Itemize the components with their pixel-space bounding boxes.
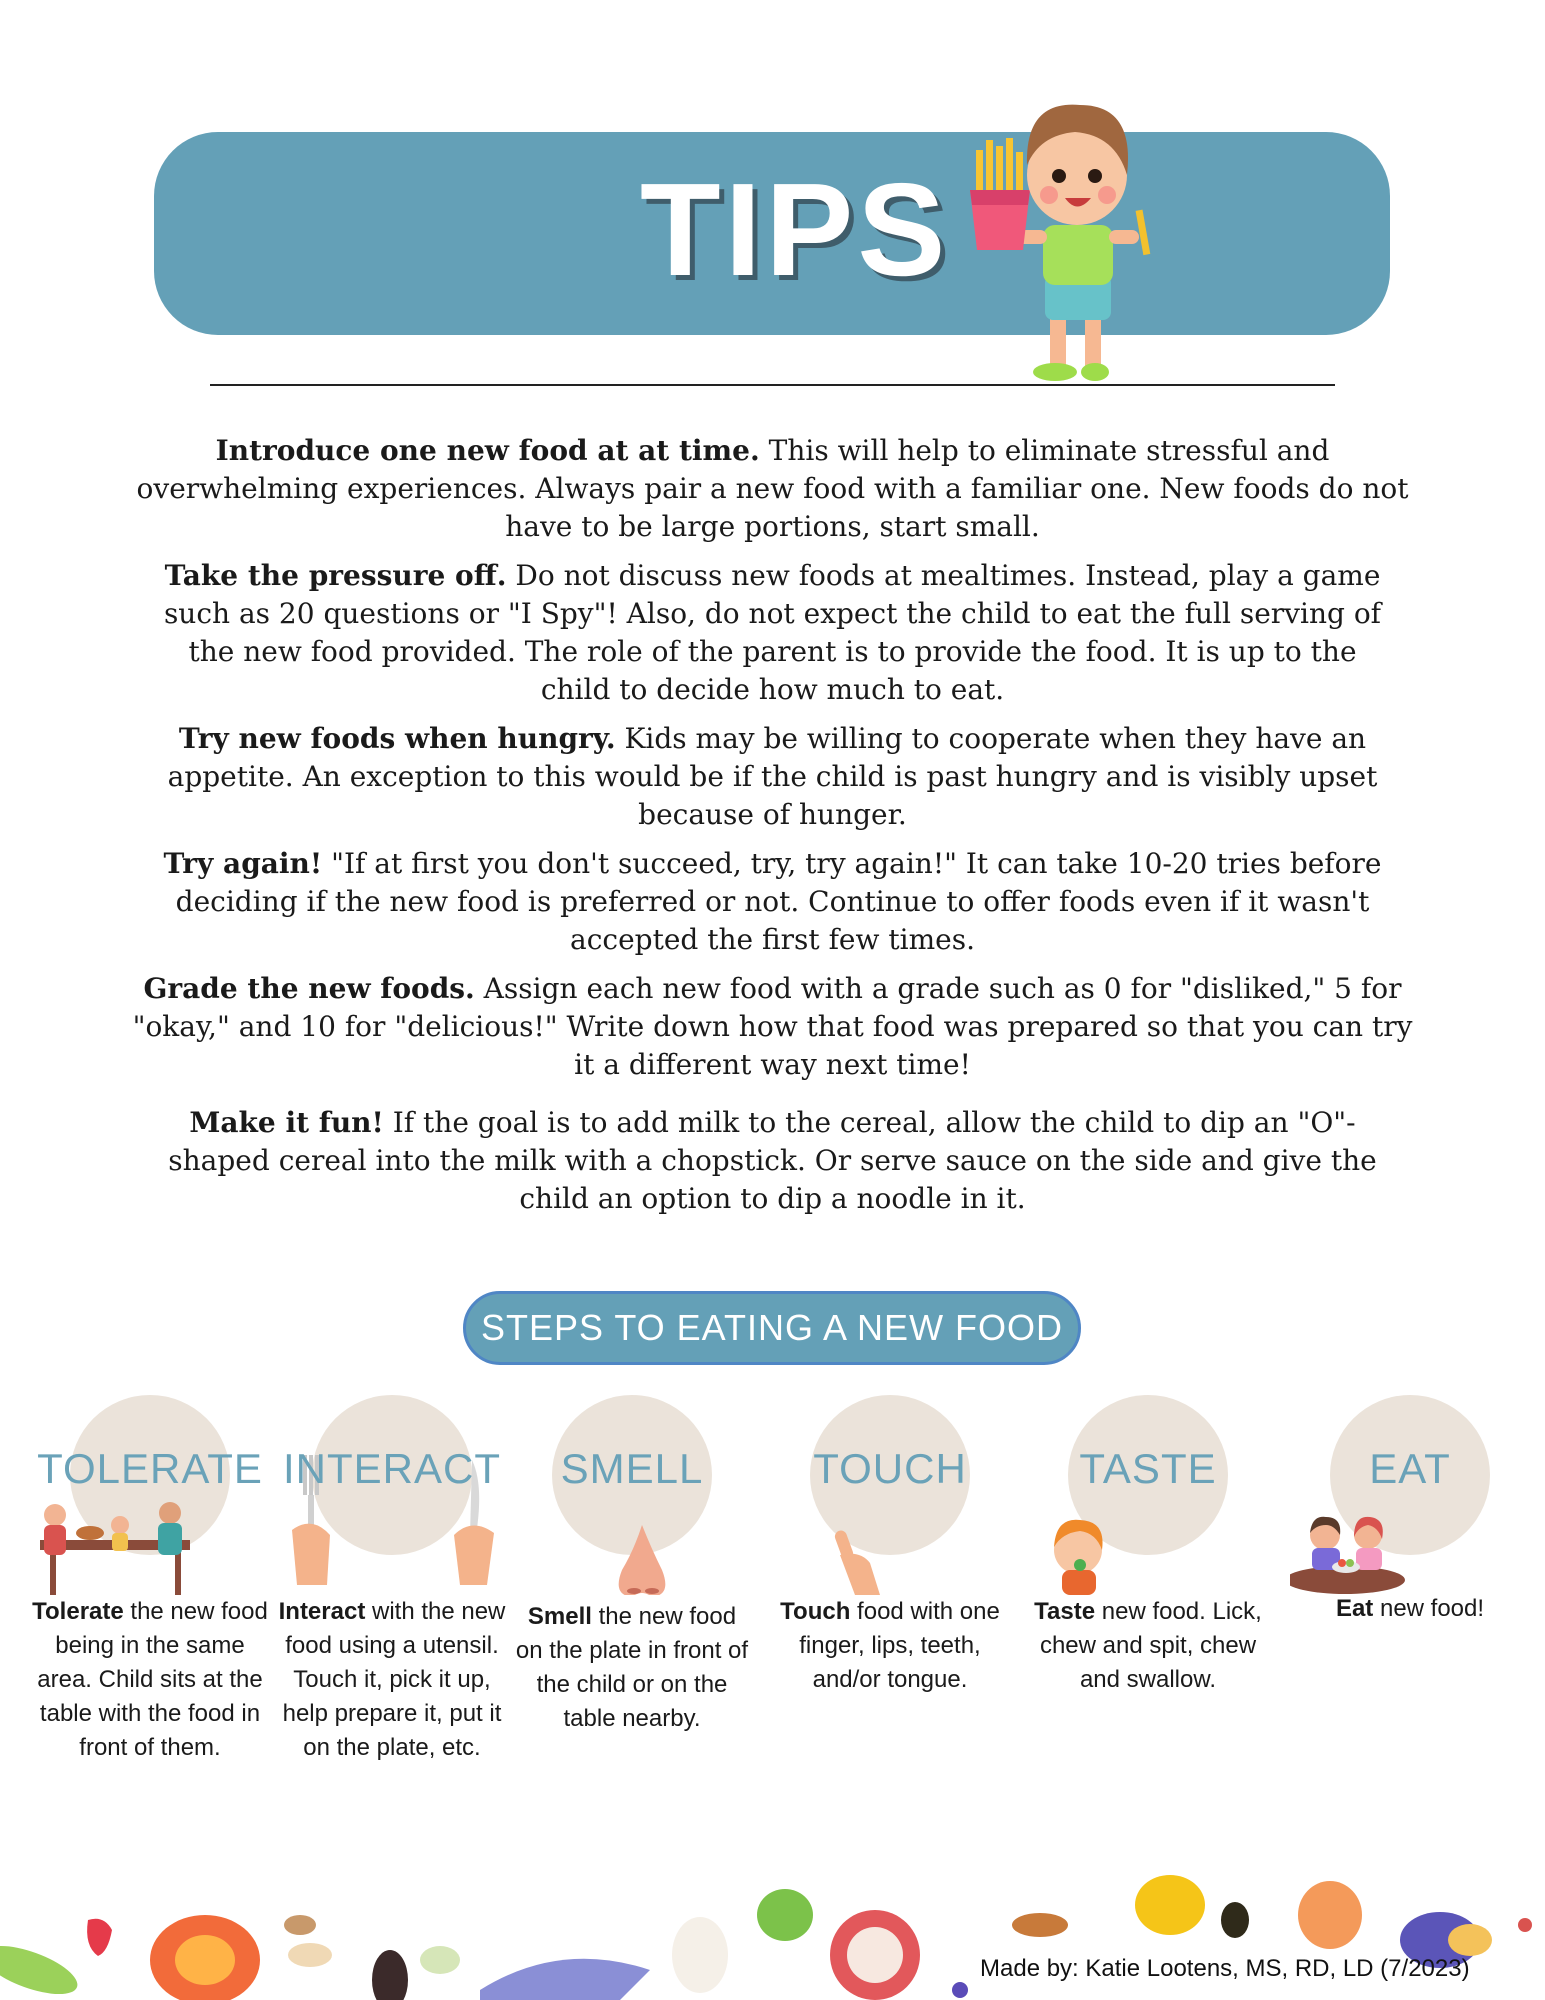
- tip-lead: Introduce one new food at at time.: [215, 434, 760, 467]
- tip-lead: Make it fun!: [189, 1106, 384, 1139]
- step-description: [770, 1595, 1010, 1697]
- tip-item: [120, 1104, 1425, 1218]
- step-description: [30, 1595, 270, 1765]
- step-lead: Eat: [1335, 1595, 1374, 1622]
- step-eat: [1290, 1395, 1520, 1845]
- step-taste: [1028, 1395, 1262, 1845]
- step-body: the new food being in the same area. Child sits at the table with the food in front of them.: [37, 1598, 268, 1761]
- step-body: food with one finger, lips, teeth, and/or tongue.: [799, 1598, 1000, 1693]
- tip-body: This will help to eliminate stressful and overwhelming experiences. Always pair a new food with a familiar one. New foods do not have to be large portions, start small.: [136, 434, 1409, 543]
- tip-lead: Try new foods when hungry.: [178, 722, 616, 755]
- tip-body: If the goal is to add milk to the cereal, allow the child to dip an "O"-shaped cereal into the milk with a chopstick. Or serve sauce on the side and give the child an option to dip a noodle in it.: [168, 1106, 1377, 1215]
- tip-lead: Take the pressure off.: [164, 559, 507, 592]
- tip-item: [120, 720, 1425, 834]
- tip-body: Do not discuss new foods at mealtimes. Instead, play a game such as 20 questions or "I Spy"! Also, do not expect the child to eat the full serving of the new food provided. The role of the parent is to provide the food. It is up to the child to decide how much to eat.: [163, 559, 1382, 706]
- steps-heading: STEPS TO EATING A NEW FOOD: [463, 1291, 1081, 1365]
- step-word: TOUCH: [813, 1445, 967, 1492]
- child-with-fries-illustration: [955, 80, 1195, 390]
- step-description: [1028, 1595, 1268, 1697]
- tip-body: Kids may be willing to cooperate when they have an appetite. An exception to this would be if the child is past hungry and is visibly upset because of hunger.: [167, 722, 1378, 831]
- step-word: INTERACT: [283, 1445, 501, 1492]
- step-smell: [512, 1395, 749, 1845]
- tip-item: [120, 557, 1425, 709]
- step-description: [1290, 1592, 1530, 1626]
- step-body: the new food on the plate in front of the child or on the table nearby.: [515, 1603, 749, 1732]
- step-body: with the new food using a utensil. Touch it, pick it up, help prepare it, put it on the plate, etc.: [282, 1598, 506, 1761]
- tip-item: [120, 845, 1425, 959]
- step-touch: [770, 1395, 1000, 1845]
- step-lead: Touch: [780, 1598, 851, 1625]
- step-lead: Interact: [278, 1598, 366, 1625]
- author-credit: Made by: Katie Lootens, MS, RD, LD (7/2023): [980, 1955, 1470, 1982]
- step-tolerate: [30, 1395, 268, 1845]
- page-title: TIPS: [640, 156, 950, 303]
- tip-item: [120, 432, 1425, 546]
- tip-body: "If at first you don't succeed, try, try again!" It can take 10-20 tries before deciding if the new food is preferred or not. Continue to offer foods even if it wasn't accepted the first few times.: [175, 847, 1382, 956]
- step-lead: Smell: [527, 1603, 592, 1630]
- step-word: TASTE: [1079, 1445, 1217, 1492]
- step-word: SMELL: [560, 1445, 704, 1492]
- step-description: [272, 1595, 512, 1765]
- tip-lead: Try again!: [163, 847, 323, 880]
- step-lead: Taste: [1034, 1598, 1096, 1625]
- tips-list: [120, 432, 1425, 1229]
- step-word: TOLERATE: [37, 1445, 263, 1492]
- step-interact: [272, 1395, 506, 1845]
- step-description: [512, 1600, 752, 1736]
- step-body: new food. Lick, chew and spit, chew and swallow.: [1039, 1598, 1262, 1693]
- divider-line: [210, 384, 1335, 386]
- tip-item: [120, 970, 1425, 1084]
- tip-body: Assign each new food with a grade such as 0 for "disliked," 5 for "okay," and 10 for "delicious!" Write down how that food was prepared so that you can try it a different way next time!: [132, 972, 1413, 1081]
- tip-lead: Grade the new foods.: [143, 972, 475, 1005]
- step-body: new food!: [1373, 1595, 1485, 1622]
- step-lead: Tolerate: [32, 1598, 124, 1625]
- step-word: EAT: [1369, 1445, 1451, 1492]
